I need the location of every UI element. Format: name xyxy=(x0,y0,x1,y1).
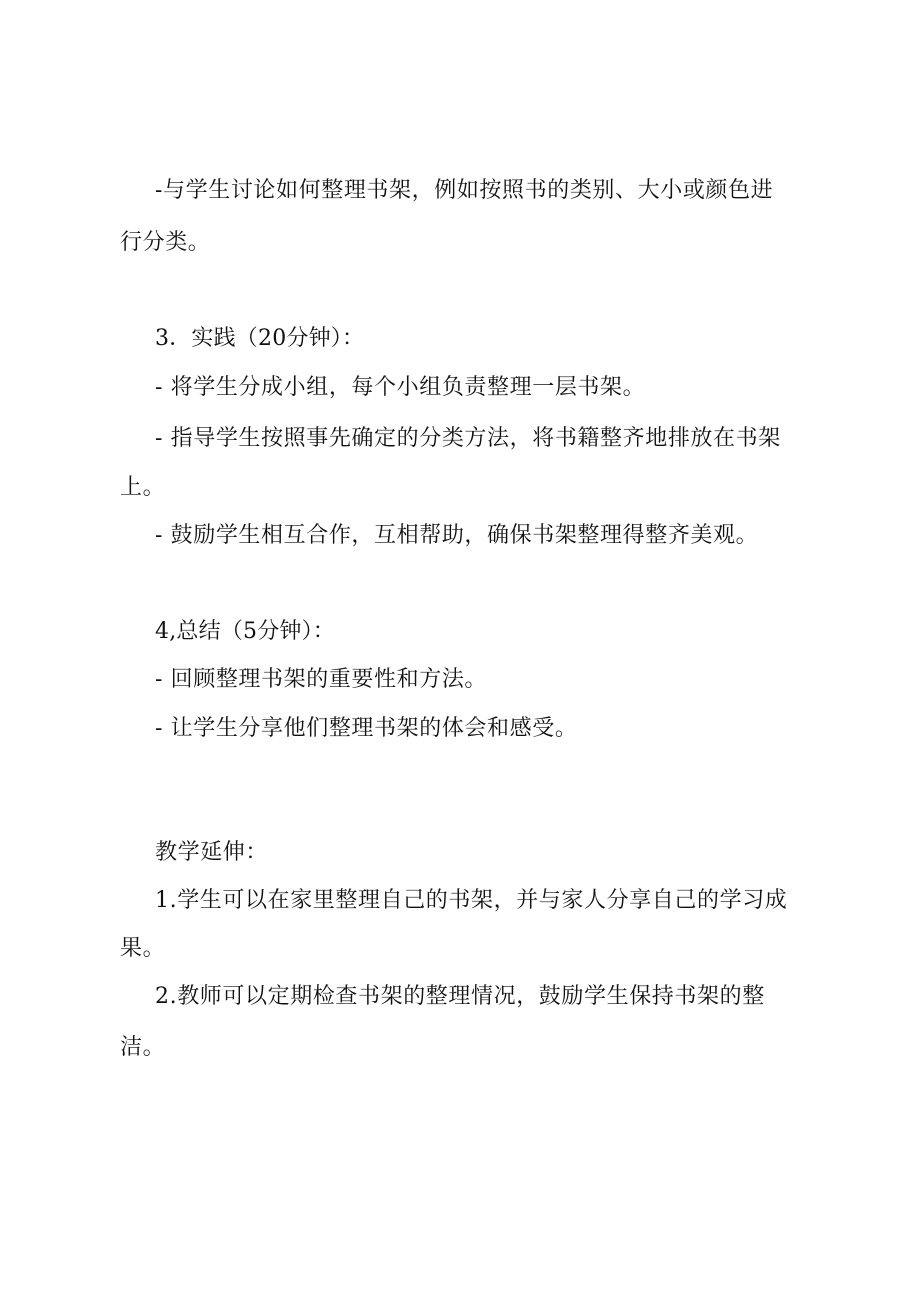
section-heading-practice: 3．实践（20分钟）： xyxy=(155,326,365,351)
practice-item-2-line-2: 上。 xyxy=(120,475,166,500)
summary-item-1: - 回顾整理书架的重要性和方法。 xyxy=(155,667,488,692)
section-heading-summary: 4,总结（5分钟）： xyxy=(155,619,335,644)
summary-item-2: - 让学生分享他们整理书架的体会和感受。 xyxy=(155,716,578,741)
paragraph-discussion-line-2: 行分类。 xyxy=(120,230,211,255)
extension-item-2-line-2: 洁。 xyxy=(120,1035,166,1060)
practice-item-3: - 鼓励学生相互合作，互相帮助，确保书架整理得整齐美观。 xyxy=(155,523,759,548)
extension-item-1-line-1: 1.学生可以在家里整理自己的书架，并与家人分享自己的学习成 xyxy=(155,888,788,913)
section-heading-extension: 教学延伸： xyxy=(155,840,269,865)
extension-item-1-line-2: 果。 xyxy=(120,936,166,961)
paragraph-discussion-line-1: -与学生讨论如何整理书架，例如按照书的类别、大小或颜色进 xyxy=(155,178,774,203)
practice-item-2-line-1: - 指导学生按照事先确定的分类方法，将书籍整齐地排放在书架 xyxy=(155,426,781,451)
extension-item-2-line-1: 2.教师可以定期检查书架的整理情况，鼓励学生保持书架的整 xyxy=(155,984,765,1009)
practice-item-1: - 将学生分成小组，每个小组负责整理一层书架。 xyxy=(155,375,646,400)
